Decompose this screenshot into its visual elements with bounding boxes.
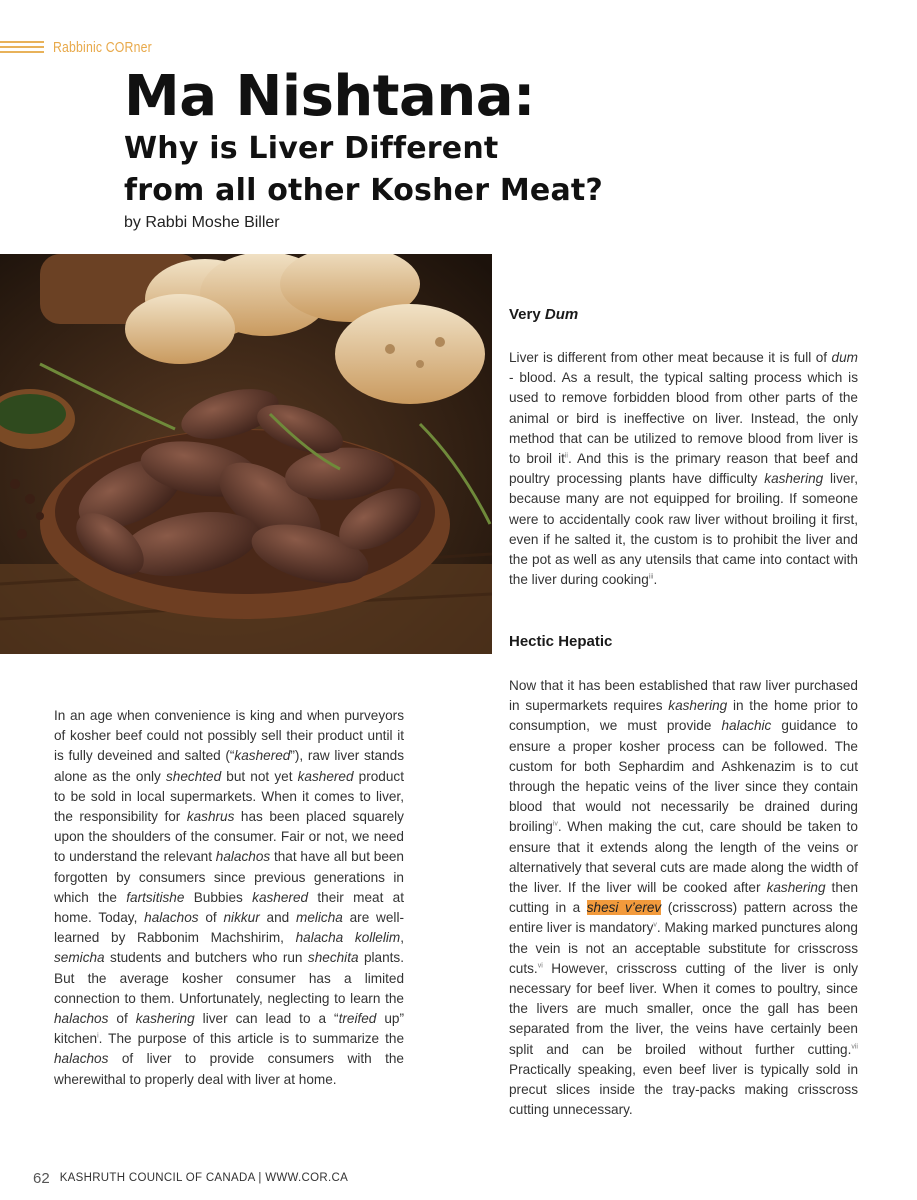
heading-hectic-hepatic: Hectic Hepatic bbox=[509, 633, 613, 650]
article-title: Ma Nishtana: bbox=[124, 64, 535, 129]
subtitle-line-2: from all other Kosher Meat? bbox=[124, 173, 604, 208]
section-tag bbox=[0, 36, 174, 58]
section-tag-lines bbox=[0, 41, 44, 53]
article-subtitle bbox=[124, 128, 603, 212]
column-very-dum bbox=[509, 348, 858, 590]
paragraph-intro: In an age when convenience is king and when purveyors of kosher beef could not possibly sell their product until it is fully deveined and salted (“kashered”), raw liver stands alone as the only shechted but not yet kashered product to be sold in local supermarkets. When it comes to liver, the responsibility for kashrus has been placed squarely upon the shoulders of the consumer. Fair or not, we need to understand the relevant halachos that have all but been forgotten by consumers since previous generations in which the fartsitishe Bubbies kashered their meat at home. Today, halachos of nikkur and melicha are well-learned by Rabbonim Machshirim, halacha kollelim, semicha students and butchers who run shechita plants. But the average kosher consumer has a limited connection to them. Unfortunately, neglecting to learn the halachos of kashering liver can lead to a “treifed up” kitchen$^i$. The purpose of this article is to summarize the halachos of liver to provide consumers with the wherewithal to properly deal with liver at home. bbox=[54, 708, 405, 1087]
liver-dish-photo bbox=[0, 254, 492, 654]
column-intro bbox=[54, 706, 404, 1090]
column-hectic-hepatic bbox=[509, 676, 858, 1120]
byline: by Rabbi Moshe Biller bbox=[124, 214, 280, 231]
paragraph-hectic-hepatic: Now that it has been established that raw liver purchased in supermarkets requires kashering in the home prior to consumption, we must provide halachic guidance to ensure a proper kosher process can be followed. The custom for both Sephardim and Ashkenazim is to cut through the hepatic veins of the liver since they contain blood that would not necessarily be drained during broiling$^{iv}$. When making the cut, care should be taken to ensure that it extends along the length of the veins or alternatively that several cuts are made along the width of the liver. If the liver will be cooked after kashering then cutting in a shesi v’erev (crisscross) pattern across the entire liver is mandatory$^v$. Making marked punctures along the vein is not an acceptable substitute for crisscross cuts.$^{vi}$ However, crisscross cutting of the liver is only necessary for beef liver. When it comes to poultry, since the livers are much smaller, once the gall has been separated from the liver, the veins have certainly been split and can be broiled without further cutting.$^{vii}$ Practically speaking, even beef liver is typically sold in precut slices inside the tray-packs making crisscross cutting unnecessary. bbox=[509, 678, 859, 1118]
paragraph-very-dum: Liver is different from other meat because it is full of dum - blood. As a result, the typical salting process which is used to remove forbidden blood from other parts of the animal or bird is ineffective on liver. Instead, the only method that can be utilized to remove blood from liver is to broil $it^{ii}$. And this is the primary reason that beef and poultry processing plants have difficulty kashering liver, because many are not equipped for broiling. If someone were to accidentally cook raw liver without broiling it first, even if he salted it, the custom is to prohibit the liver and the pot as well as any utensils that came into contact with the liver during cooking$^{iii}$. bbox=[509, 350, 859, 588]
page-footer bbox=[33, 1168, 348, 1188]
heading-very-dum: Very Dum bbox=[509, 306, 579, 323]
footer-organization: KASHRUTH COUNCIL OF CANADA | WWW.COR.CA bbox=[59, 1172, 349, 1184]
highlighted-term: shesi v’erev bbox=[586, 900, 662, 916]
subtitle-line-1: Why is Liver Different bbox=[124, 131, 499, 166]
page-number: 62 bbox=[33, 1169, 50, 1187]
section-label: Rabbinic CORner bbox=[53, 38, 152, 56]
